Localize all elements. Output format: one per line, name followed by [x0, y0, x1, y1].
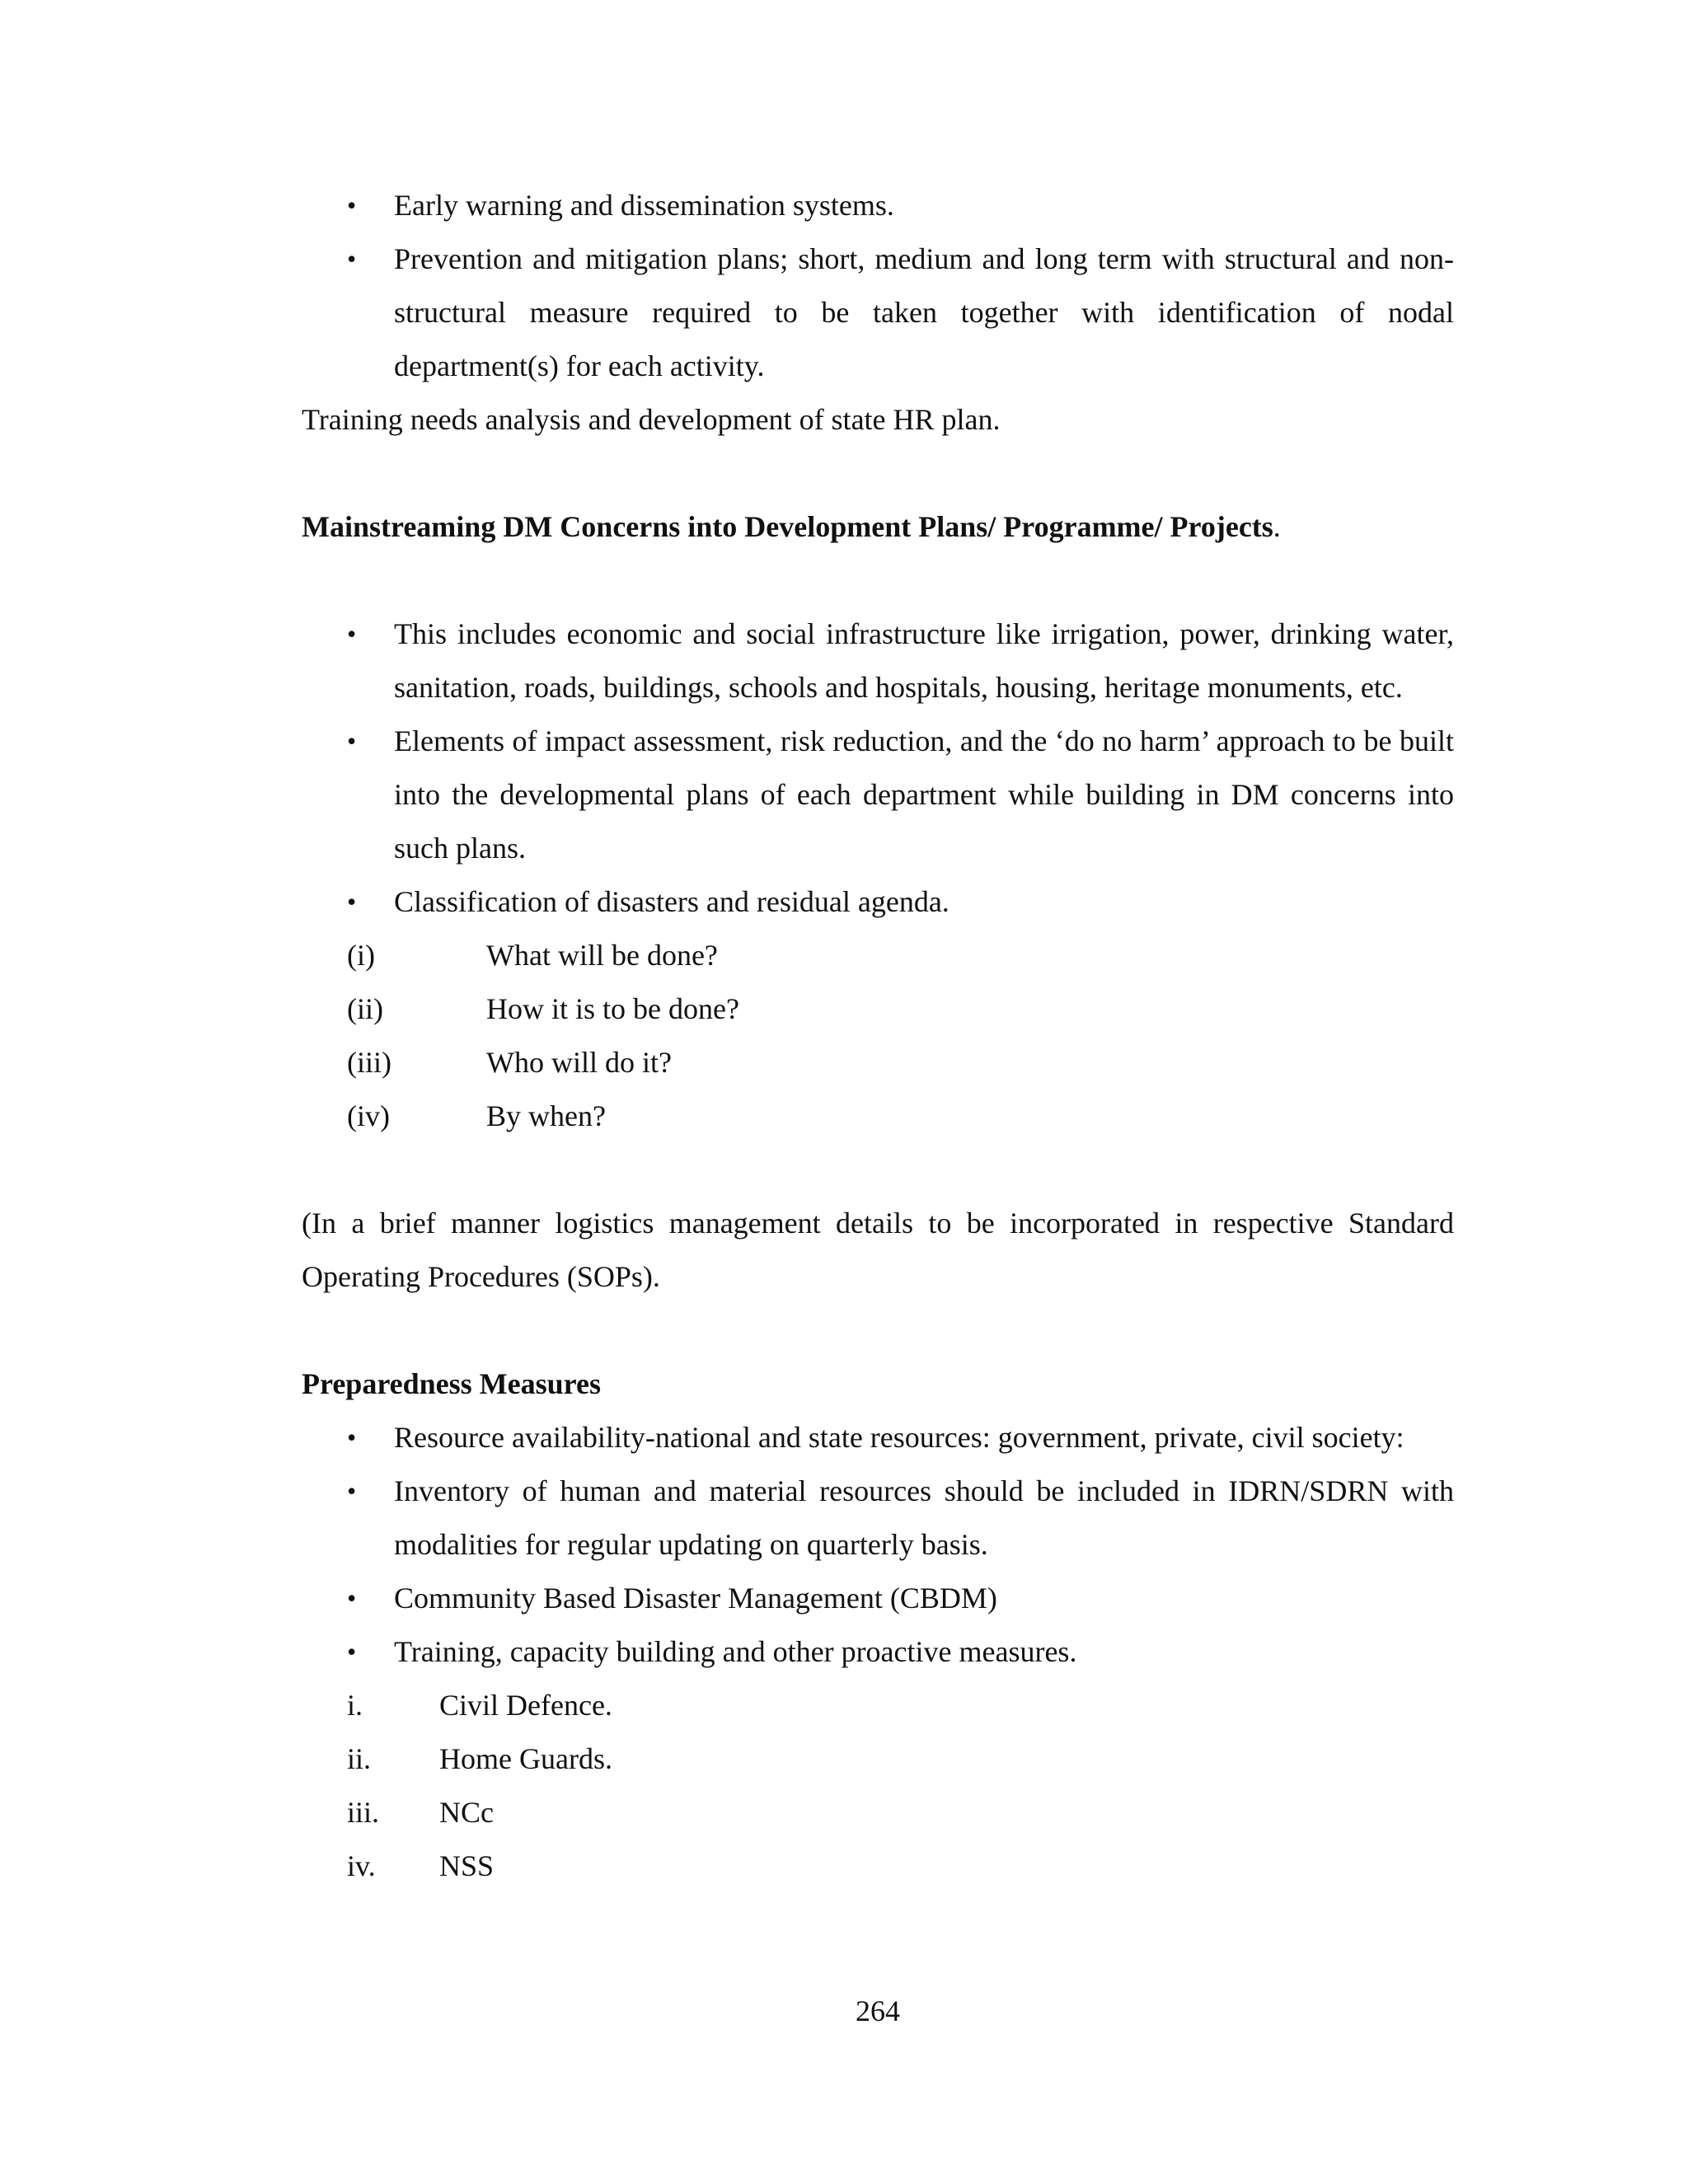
section-heading-preparedness: Preparedness Measures [302, 1367, 601, 1400]
section-heading-mainstreaming: Mainstreaming DM Concerns into Development Plans/ Programme/ Projects. [302, 510, 1281, 543]
page-number: 264 [856, 1994, 900, 2027]
list-item: • Training, capacity building and other proactive measures. [302, 1625, 1454, 1679]
bullet-glyph: • [347, 190, 357, 220]
bullet-glyph: • [347, 1583, 357, 1613]
list-item: iii. NCc [347, 1796, 494, 1829]
list-item: • Resource availability-national and state resources: government, private, civil society: [302, 1411, 1454, 1465]
list-item: (iv) By when? [347, 1099, 606, 1132]
bullet-glyph: • [347, 887, 357, 916]
document-page [302, 0, 1454, 2184]
list-item: • Community Based Disaster Management (CBDM) [302, 1572, 1454, 1625]
list-item: • Elements of impact assessment, risk reduction, and the ‘do no harm’ approach to be built into the developmental plans of each department while building in DM concerns into such plans. [302, 715, 1454, 875]
organization-list [302, 1679, 1454, 1893]
list-item: (ii) How it is to be done? [347, 992, 739, 1025]
bullet-glyph: • [347, 1476, 357, 1506]
bullet-list-mainstreaming [302, 607, 1454, 929]
list-item: • Inventory of human and material resources should be included in IDRN/SDRN with modalities for regular updating on quarterly basis. [302, 1465, 1454, 1572]
bullet-glyph: • [347, 1637, 357, 1666]
bullet-list-warning [302, 179, 1454, 393]
bullet-glyph: • [347, 619, 357, 649]
list-item: • Prevention and mitigation plans; short, medium and long term with structural and non-structural measure required to be taken together with identification of nodal department(s) for each activity. [302, 232, 1454, 393]
bullet-list-preparedness [302, 1411, 1454, 1679]
logistics-paragraph: (In a brief manner logistics management details to be incorporated in respective Standard Operating Procedures (SOPs). [302, 1207, 1454, 1293]
question-list [302, 929, 1454, 1143]
training-paragraph: Training needs analysis and development of state HR plan. [302, 403, 1001, 436]
list-item: • Early warning and dissemination systems. [302, 179, 1454, 232]
bullet-glyph: • [347, 1422, 357, 1452]
list-item: • This includes economic and social infrastructure like irrigation, power, drinking water, sanitation, roads, buildings, schools and hospitals, housing, heritage monuments, etc. [302, 607, 1454, 715]
list-item: ii. Home Guards. [347, 1742, 612, 1775]
list-item: iv. NSS [347, 1849, 495, 1882]
bullet-glyph: • [347, 244, 357, 274]
list-item: • Classification of disasters and residual agenda. [302, 875, 1454, 929]
list-item: (iii) Who will do it? [347, 1046, 672, 1079]
list-item: (i) What will be done? [347, 939, 718, 972]
list-item: i. Civil Defence. [347, 1689, 612, 1722]
bullet-glyph: • [347, 726, 357, 756]
